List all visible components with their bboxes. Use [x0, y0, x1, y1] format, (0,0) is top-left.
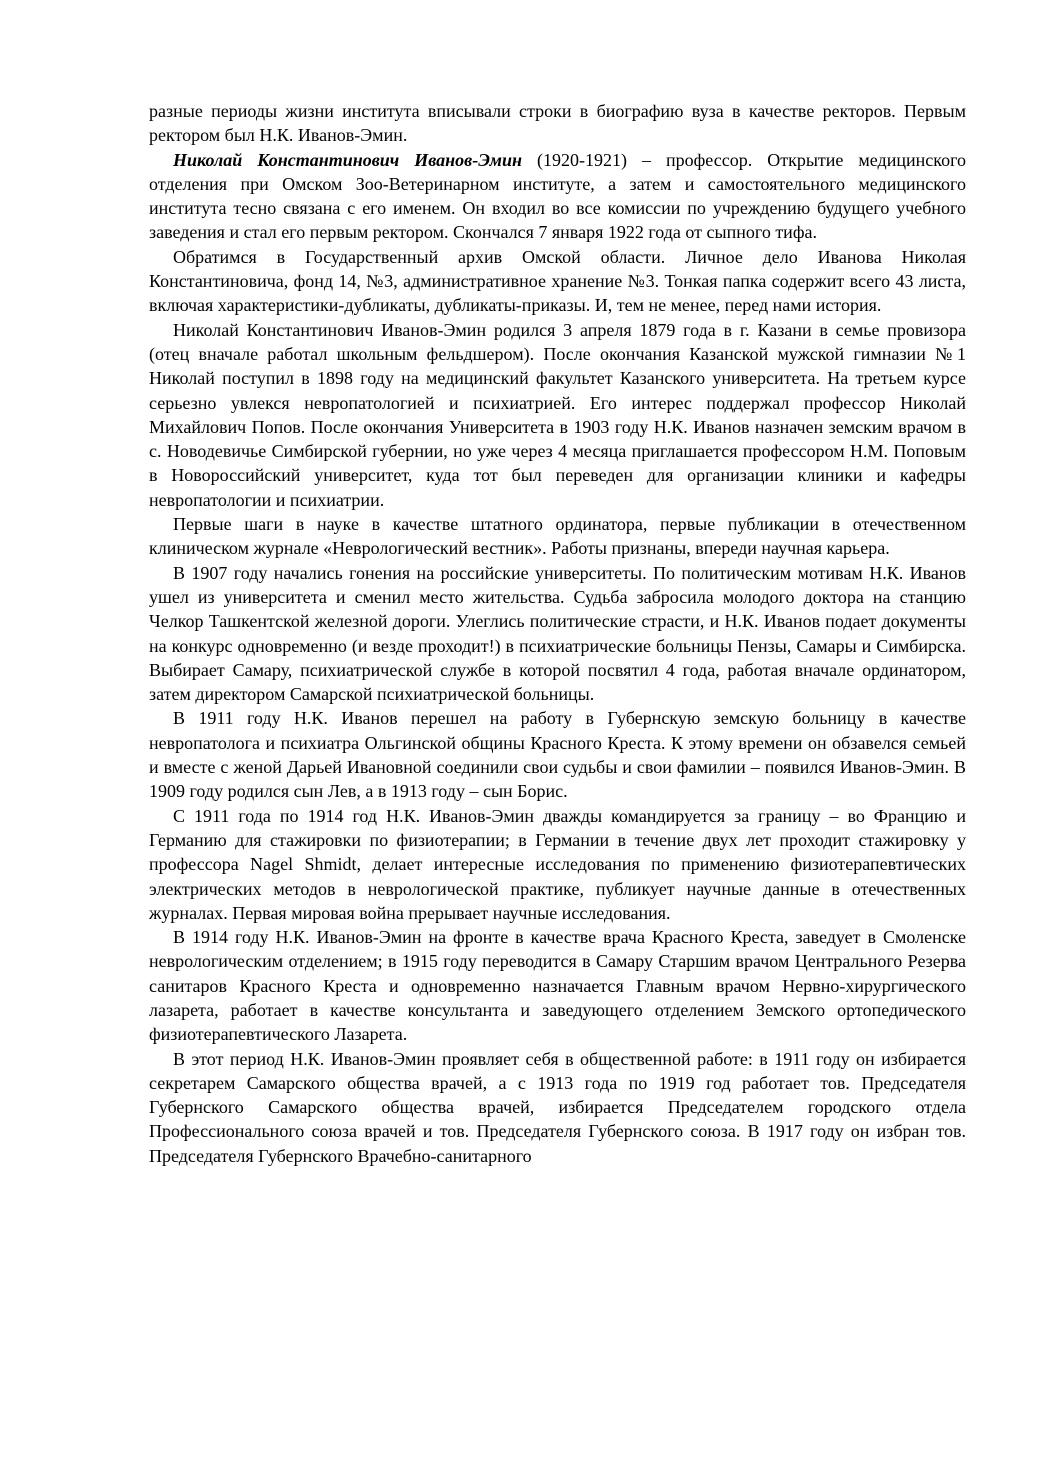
paragraph-3 [149, 245, 966, 318]
rector-name: Николай Константинович Иванов-Эмин [173, 149, 523, 170]
paragraph-4-text: Николай Константинович Иванов-Эмин родился 3 апреля 1879 года в г. Казани в семье провизора (отец вначале работал школьным фельдшером). После окончания Казанской мужской гимназии №1 Николай поступил в 1898 году на медицинский факультет Казанского университета. На третьем курсе серьезно увлекся невропатологией и психиатрией. Его интерес поддержал профессор Николай Михайлович Попов. После окончания Университета в 1903 году Н.К. Иванов назначен земским врачом в с. Новодевичье Симбирской губернии, но уже через 4 месяца приглашается профессором Н.М. Поповым в Новороссийский университет, куда тот был переведен для организации клиники и кафедры невропатологии и психиатрии. [149, 319, 966, 510]
paragraph-3-text: Обратимся в Государственный архив Омской области. Личное дело Иванова Николая Константиновича, фонд 14, №3, административное хранение №3. Тонкая папка содержит всего 43 листа, включая характеристики-дубликаты, дубликаты-приказы. И, тем не менее, перед нами история. [149, 246, 966, 316]
paragraph-8-text: С 1911 года по 1914 год Н.К. Иванов-Эмин дважды командируется за границу – во Францию и Германию для стажировки по физиотерапии; в Германии в течение двух лет проходит стажировку у профессора Nagel Shmidt, делает интересные исследования по применению физиотерапевтических электрических методов в неврологической практике, публикует научные данные в отечественных журналах. Первая мировая война прерывает научные исследования. [149, 805, 966, 923]
paragraph-2 [149, 148, 966, 245]
paragraph-9 [149, 925, 966, 1046]
document-page [149, 99, 966, 1168]
paragraph-7-text: В 1911 году Н.К. Иванов перешел на работу в Губернскую земскую больницу в качестве невропатолога и психиатра Ольгинской общины Красного Креста. К этому времени он обзавелся семьей и вместе с женой Дарьей Ивановной соединили свои судьбы и свои фамилии – появился Иванов-Эмин. В 1909 году родился сын Лев, а в 1913 году – сын Борис. [149, 708, 966, 802]
paragraph-8 [149, 804, 966, 925]
paragraph-6 [149, 561, 966, 707]
paragraph-10-text: В этот период Н.К. Иванов-Эмин проявляет себя в общественной работе: в 1911 году он избирается секретарем Самарского общества врачей, а с 1913 года по 1919 год работает тов. Председателя Губернского Самарского общества врачей, избирается Председателем городского отдела Профессионального союза врачей и тов. Председателя Губернского союза. В 1917 году он избран тов. Председателя Губернского Врачебно-санитарного [149, 1048, 966, 1166]
paragraph-4 [149, 318, 966, 512]
paragraph-5-text: Первые шаги в науке в качестве штатного ординатора, первые публикации в отечественном клиническом журнале «Неврологический вестник». Работы признаны, впереди научная карьера. [149, 514, 966, 559]
paragraph-1 [149, 99, 966, 148]
paragraph-5 [149, 512, 966, 561]
paragraph-1-text: разные периоды жизни института вписывали строки в биографию вуза в качестве ректоров. Первым ректором был Н.К. Иванов-Эмин. [149, 101, 966, 146]
paragraph-10 [149, 1047, 966, 1168]
paragraph-7 [149, 706, 966, 803]
paragraph-2-text: (1920-1921) – профессор. Открытие медицинского отделения при Омском Зоо-Ветеринарном институте, а затем и самостоятельного медицинского института тесно связана с его именем. Он входил во все комиссии по учреждению будущего учебного заведения и стал его первым ректором. Скончался 7 января 1922 года от сыпного тифа. [149, 149, 967, 243]
paragraph-9-text: В 1914 году Н.К. Иванов-Эмин на фронте в качестве врача Красного Креста, заведует в Смоленске неврологическим отделением; в 1915 году переводится в Самару Старшим врачом Центрального Резерва санитаров Красного Креста и одновременно назначается Главным врачом Нервно-хирургического лазарета, работает в качестве консультанта и заведующего отделением Земского ортопедического физиотерапевтического Лазарета. [149, 927, 966, 1045]
paragraph-6-text: В 1907 году начались гонения на российские университеты. По политическим мотивам Н.К. Иванов ушел из университета и сменил место жительства. Судьба забросила молодого доктора на станцию Челкор Ташкентской железной дороги. Улеглись политические страсти, и Н.К. Иванов подает документы на конкурс одновременно (и везде проходит!) в психиатрические больницы Пензы, Самары и Симбирска. Выбирает Самару, психиатрической службе в которой посвятил 4 года, работая вначале ординатором, затем директором Самарской психиатрической больницы. [149, 562, 966, 705]
